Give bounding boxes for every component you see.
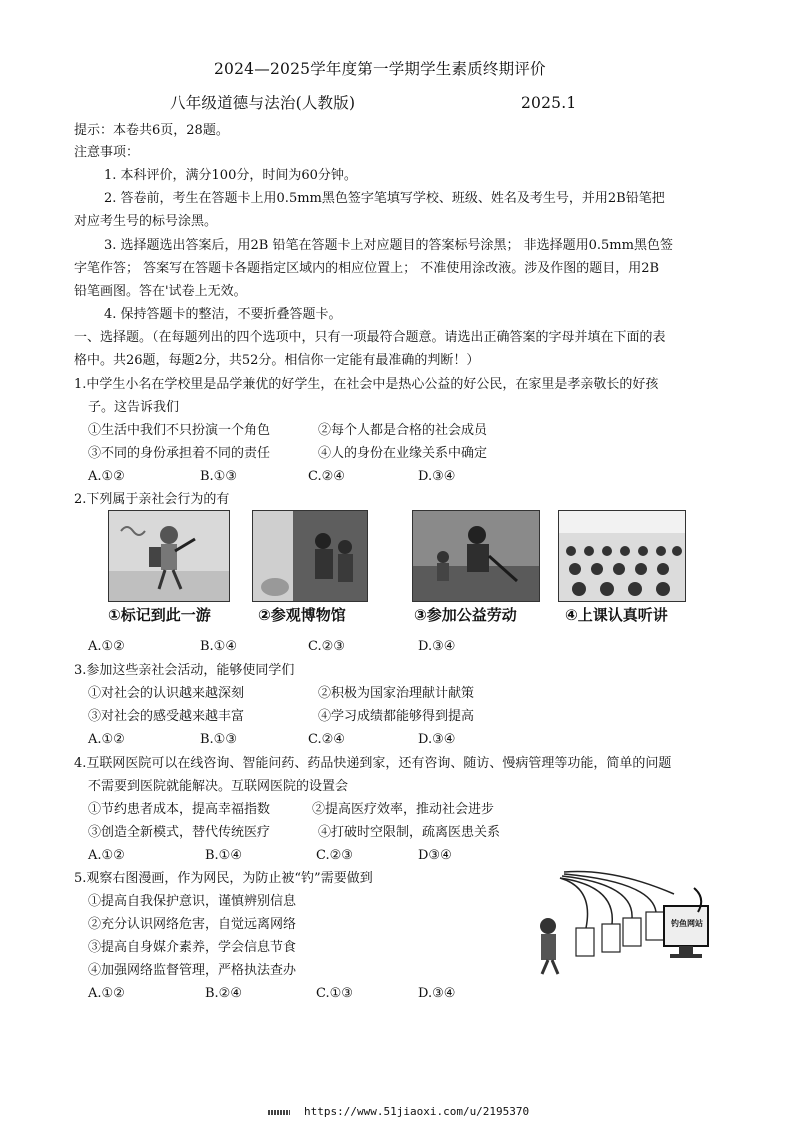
q4-stem-line1: 4.互联网医院可以在线咨询、智能问药、药品快递到家，还有咨询、随访、慢病管理等功能，简单的问题 [74, 756, 672, 771]
q3-statement-3: ③对社会的感受越来越丰富 [88, 709, 245, 724]
q2-option-a: A.①② [88, 639, 125, 654]
q3-option-a: A.①② [88, 732, 125, 747]
q5-statement-2: ②充分认识网络危害，自觉远离网络 [88, 917, 297, 932]
q2-caption-2: ②参观博物馆 [258, 606, 346, 624]
q5-cartoon-phishing [524, 868, 714, 976]
q2-photo-graffiti [108, 510, 230, 602]
q1-option-b: B.①③ [200, 469, 237, 484]
q1-stem-line2: 子。这告诉我们 [88, 400, 180, 415]
q5-stem: 5.观察右图漫画，作为网民，为防止被“钓”需要做到 [74, 871, 373, 886]
exam-subtitle: 八年级道德与法治(人教版) [170, 94, 356, 112]
note-3-line3: 铅笔画图。答在'试卷上无效。 [74, 284, 247, 299]
q1-option-a: A.①② [88, 469, 125, 484]
q1-option-d: D.③④ [418, 469, 456, 484]
q2-caption-4: ④上课认真听讲 [565, 606, 668, 624]
q5-option-d: D.③④ [418, 986, 456, 1001]
q2-caption-1: ①标记到此一游 [108, 606, 211, 624]
q4-option-d: D③④ [418, 848, 452, 863]
q4-statement-4: ④打破时空限制，疏离医患关系 [318, 825, 501, 840]
q1-statement-3: ③不同的身份承担着不同的责任 [88, 446, 271, 461]
q1-statement-4: ④人的身份在业缘关系中确定 [318, 446, 488, 461]
q1-statement-1: ①生活中我们不只扮演一个角色 [88, 423, 271, 438]
q4-option-c: C.②③ [316, 848, 353, 863]
footer-logo-icon [268, 1110, 290, 1115]
q5-statement-1: ①提高自我保护意识，谨慎辨别信息 [88, 894, 297, 909]
q5-statement-3: ③提高自身媒介素养，学会信息节食 [88, 940, 297, 955]
q1-statement-2: ②每个人都是合格的社会成员 [318, 423, 488, 438]
q5-option-c: C.①③ [316, 986, 353, 1001]
q3-statement-2: ②积极为国家治理献计献策 [318, 686, 475, 701]
q1-option-c: C.②④ [308, 469, 345, 484]
q5-statement-4: ④加强网络监督管理，严格执法查办 [88, 963, 297, 978]
q4-option-a: A.①② [88, 848, 125, 863]
q1-stem-line1: 1.中学生小名在学校里是品学兼优的好学生，在社会中是热心公益的好公民，在家里是孝亲敬长的好孩 [74, 377, 659, 392]
q2-option-c: C.②③ [308, 639, 345, 654]
q2-option-d: D.③④ [418, 639, 456, 654]
q2-photo-volunteer [412, 510, 540, 602]
q4-statement-1: ①节约患者成本，提高幸福指数 [88, 802, 271, 817]
notes-heading: 注意事项： [74, 145, 140, 160]
q4-statement-2: ②提高医疗效率，推动社会进步 [312, 802, 495, 817]
q4-stem-line2: 不需要到医院就能解决。互联网医院的设置会 [88, 779, 349, 794]
exam-title: 2024—2025学年度第一学期学生素质终期评价 [214, 60, 546, 78]
q5-option-b: B.②④ [205, 986, 242, 1001]
note-3-line1: 3. 选择题选出答案后，用2B 铅笔在答题卡上对应题目的答案标号涂黑； 非选择题用0.5mm黑色签 [104, 238, 673, 253]
q3-statement-4: ④学习成绩都能够得到提高 [318, 709, 475, 724]
q4-statement-3: ③创造全新模式，替代传统医疗 [88, 825, 271, 840]
section-heading-line1: 一、选择题。（在每题列出的四个选项中，只有一项最符合题意。请选出正确答案的字母并填在下面的表 [74, 330, 666, 345]
note-4: 4. 保持答题卡的整洁，不要折叠答题卡。 [104, 307, 342, 322]
note-1: 1. 本科评价，满分100分，时间为60分钟。 [104, 168, 357, 183]
footer-url[interactable]: https://www.51jiaoxi.com/u/2195370 [304, 1105, 530, 1118]
note-3-line2: 字笔作答； 答案写在答题卡各题指定区域内的相应位置上； 不准使用涂改液。涉及作图的题目，用2B [74, 261, 660, 276]
q2-stem: 2.下列属于亲社会行为的有 [74, 492, 230, 507]
q5-cartoon-label: 钓鱼网站 [671, 919, 703, 928]
q2-caption-3: ③参加公益劳动 [414, 606, 517, 624]
q4-option-b: B.①④ [205, 848, 242, 863]
q3-option-c: C.②④ [308, 732, 345, 747]
q3-option-b: B.①③ [200, 732, 237, 747]
section-heading-line2: 格中。共26题，每题2分，共52分。相信你一定能有最准确的判断！） [74, 353, 480, 368]
q3-stem: 3.参加这些亲社会活动，能够使同学们 [74, 663, 295, 678]
exam-hint: 提示：本卷共6页，28题。 [74, 123, 229, 138]
q3-statement-1: ①对社会的认识越来越深刻 [88, 686, 245, 701]
exam-date: 2025.1 [521, 94, 577, 112]
q2-photo-classroom [558, 510, 686, 602]
q3-option-d: D.③④ [418, 732, 456, 747]
note-2-line1: 2. 答卷前，考生在答题卡上用0.5mm黑色签字笔填写学校、班级、姓名及考生号，并用2B铅笔把 [104, 191, 665, 206]
note-2-line2: 对应考生号的标号涂黑。 [74, 214, 218, 229]
q5-option-a: A.①② [88, 986, 125, 1001]
q2-photo-museum [252, 510, 368, 602]
q2-option-b: B.①④ [200, 639, 237, 654]
